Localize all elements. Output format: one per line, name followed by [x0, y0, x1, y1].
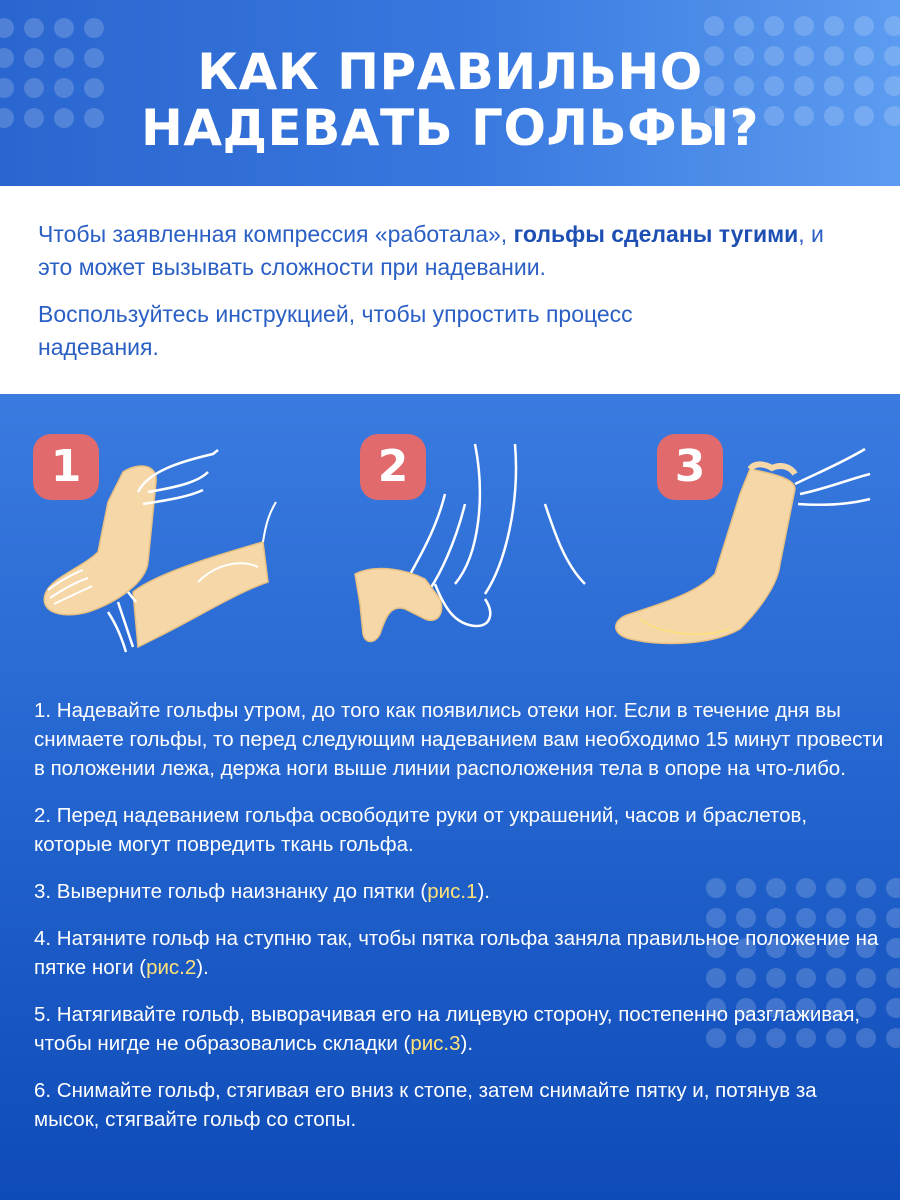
figure-reference: рис.2 [146, 956, 197, 979]
step-text: 3. Выверните гольф наизнанку до пятки ( [34, 880, 428, 903]
instructions-section [0, 394, 900, 1200]
instruction-step [34, 801, 884, 859]
step-text: 1. Надевайте гольфы утром, до того как появились отеки ног. Если в течение дня вы снимаете гольфы, то перед следующим надеванием вам необходимо 15 минут провести в положении лежа, держа ноги выше линии расположения тела в опоре на что-либо. [34, 699, 884, 780]
intro-paragraph-1 [38, 218, 858, 284]
step-text: ). [196, 956, 209, 979]
instruction-step [34, 1000, 884, 1058]
step-text: 6. Снимайте гольф, стягивая его вниз к стопе, затем снимайте пятку и, потянув за мысок, стягвайте гольф со стопы. [34, 1079, 817, 1131]
figure-3-badge: 3 [657, 434, 723, 500]
intro-text: Чтобы заявленная компрессия «работала», [38, 221, 514, 247]
header-banner [0, 0, 900, 186]
instruction-step [34, 696, 884, 783]
title-line-1: КАК ПРАВИЛЬНО [197, 43, 703, 101]
intro-paragraph-2: Воспользуйтесь инструкцией, чтобы упростить процесс надевания. [38, 301, 633, 360]
figure-1-badge: 1 [33, 434, 99, 500]
figure-reference: рис.1 [427, 880, 478, 903]
step-text: ). [460, 1032, 474, 1055]
intro-text: , и это может вызывать сложности при надевании. [38, 221, 824, 280]
step-text: 4. Натяните гольф на ступню так, чтобы пятка гольфа заняла правильное положение на пятке ноги ( [34, 927, 879, 979]
page-title [0, 44, 900, 156]
instruction-step [34, 924, 884, 982]
instruction-step [34, 877, 884, 906]
instruction-list [34, 696, 884, 1152]
title-line-2: НАДЕВАТЬ ГОЛЬФЫ? [140, 99, 760, 157]
figure-2-badge: 2 [360, 434, 426, 500]
step-text: 2. Перед надеванием гольфа освободите руки от украшений, часов и браслетов, которые могут повредить ткань гольфа. [34, 804, 808, 856]
step-text: 5. Натягивайте гольф, выворачивая его на лицевую сторону, постепенно разглаживая, чтобы нигде не образовались складки ( [34, 1003, 861, 1055]
turn-sock-inside-out-illustration [28, 442, 288, 662]
figure-reference: рис.3 [410, 1032, 461, 1055]
intro-bold-text: гольфы сделаны тугими [513, 221, 799, 247]
instruction-step [34, 1076, 884, 1134]
pull-sock-on-foot-illustration [345, 434, 605, 664]
intro-section [0, 186, 900, 394]
step-text: ). [477, 880, 490, 903]
pull-sock-up-leg-illustration [600, 434, 890, 664]
